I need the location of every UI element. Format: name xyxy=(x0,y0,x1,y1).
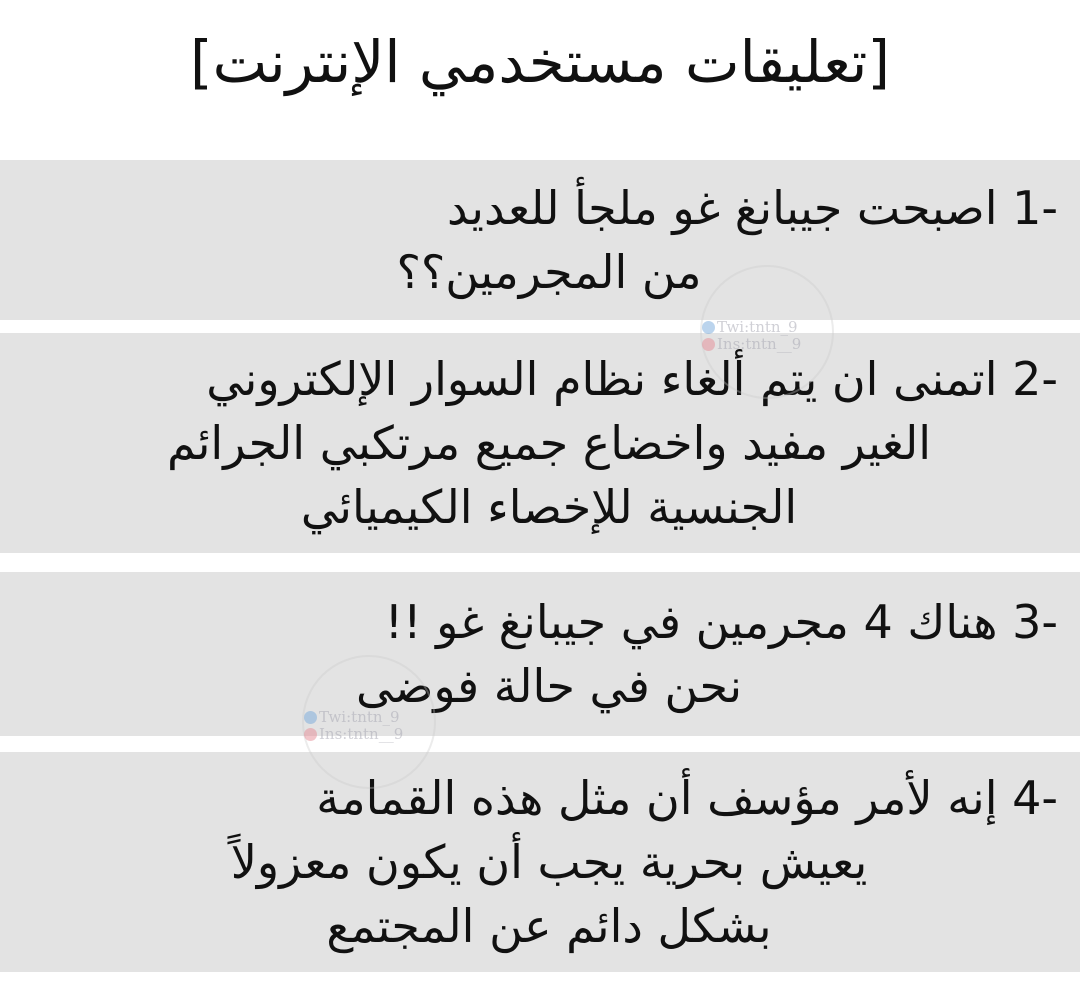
comment-line: الغير مفيد واخضاع جميع مرتكبي الجرائم xyxy=(167,416,931,470)
comment-line: من المجرمين؟؟ xyxy=(396,245,702,299)
comment-text: اتمنى ان يتم ألغاء نظام السوار الإلكتروني xyxy=(206,352,998,406)
watermark-twitter: Twi:tntn_9 xyxy=(319,708,400,726)
comment-number: 2- xyxy=(1012,352,1058,406)
watermark-twitter: Twi:tntn_9 xyxy=(717,318,798,336)
comment-block-3 xyxy=(0,572,1080,736)
comment-text: اصبحت جيبانغ غو ملجأ للعديد xyxy=(447,181,998,235)
comment-block-2 xyxy=(0,333,1080,553)
comment-line xyxy=(40,347,1058,411)
comment-text: إنه لأمر مؤسف أن مثل هذه القمامة xyxy=(316,771,998,825)
comment-line xyxy=(40,766,1058,830)
comment-line: نحن في حالة فوضى xyxy=(356,659,742,713)
comment-number: 1- xyxy=(1012,181,1058,235)
comment-number: 3- xyxy=(1012,595,1058,649)
watermark-instagram: Ins:tntn__9 xyxy=(319,725,404,743)
comment-text: هناك 4 مجرمين في جيبانغ غو !! xyxy=(384,595,998,649)
comment-line: الجنسية للإخصاء الكيميائي xyxy=(300,480,798,534)
comment-number: 4- xyxy=(1012,771,1058,825)
comment-line xyxy=(40,176,1058,240)
comment-line: يعيش بحرية يجب أن يكون معزولاً xyxy=(230,835,868,889)
watermark-instagram: Ins:tntn__9 xyxy=(717,335,802,353)
page-title: [تعليقات مستخدمي الإنترنت] xyxy=(189,28,891,96)
comment-block-4 xyxy=(0,752,1080,972)
comment-block-1 xyxy=(0,160,1080,320)
comment-line: بشكل دائم عن المجتمع xyxy=(326,899,772,953)
comment-line xyxy=(40,590,1058,654)
